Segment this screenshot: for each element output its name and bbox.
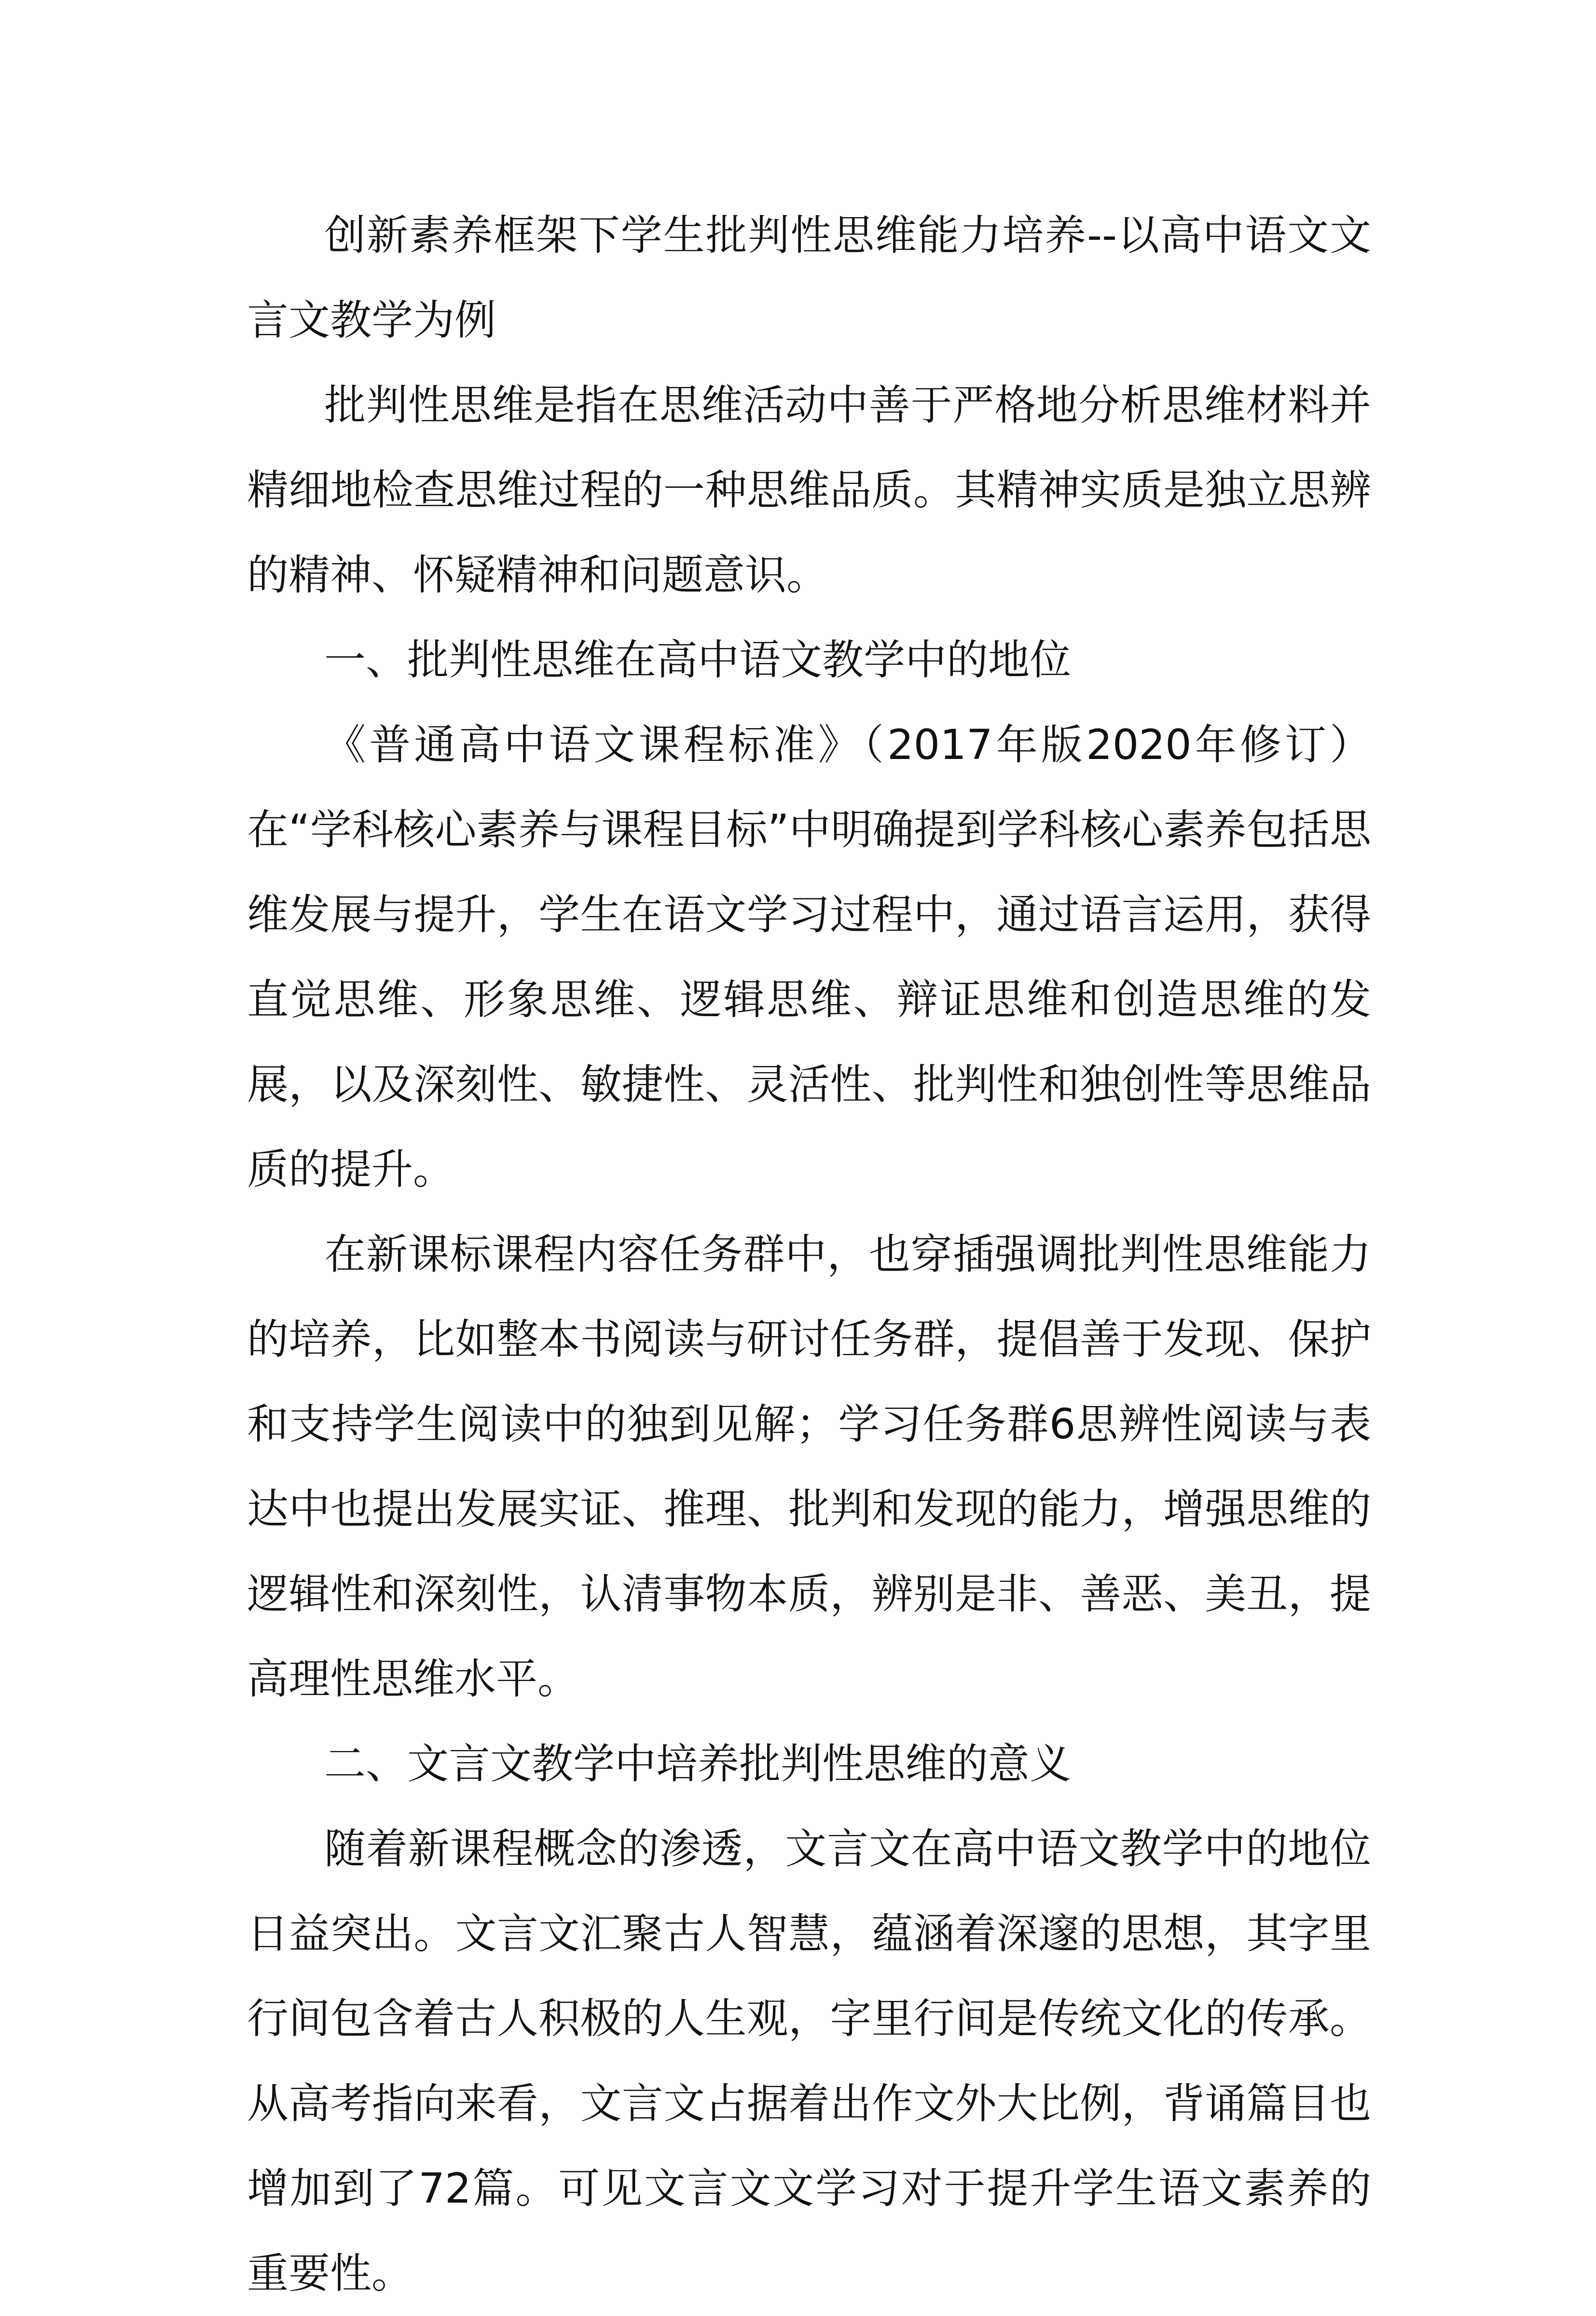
document-body (247, 193, 1371, 2316)
section-heading-1: 一、批判性思维在高中语文教学中的地位 (324, 636, 1071, 684)
paragraph-definition: 批判性思维是指在思维活动中善于严格地分析思维材料并精细地检查思维过程的一种思维品质。其精神实质是独立思辨的精神、怀疑精神和问题意识。 (247, 381, 1371, 599)
paragraph-curriculum-standard: 《普通高中语文课程标准》（2017年版2020年修订）在“学科核心素养与课程目标”中明确提到学科核心素养包括思维发展与提升，学生在语文学习过程中，通过语言运用，获得直觉思维、形象思维、逻辑思维、辩证思维和创造思维的发展，以及深刻性、敏捷性、灵活性、批判性和独创性等思维品质的提升。 (247, 721, 1371, 1194)
paragraph-task-groups: 在新课标课程内容任务群中，也穿插强调批判性思维能力的培养，比如整本书阅读与研讨任务群，提倡善于发现、保护和支持学生阅读中的独到见解；学习任务群6思辨性阅读与表达中也提出发展实证、推理、批判和发现的能力，增强思维的逻辑性和深刻性，认清事物本质，辨别是非、善恶、美丑，提高理性思维水平。 (247, 1230, 1371, 1703)
section-heading-2: 二、文言文教学中培养批判性思维的意义 (324, 1740, 1071, 1788)
document-title: 创新素养框架下学生批判性思维能力培养--以高中语文文言文教学为例 (247, 211, 1371, 345)
paragraph-classical-chinese: 随着新课程概念的渗透，文言文在高中语文教学中的地位日益突出。文言文汇聚古人智慧，蕴涵着深邃的思想，其字里行间包含着古人积极的人生观，字里行间是传统文化的传承。从高考指向来看，文言文占据着出作文外大比例，背诵篇目也增加到了72篇。可见文言文文学习对于提升学生语文素养的重要性。 (247, 1825, 1371, 2298)
